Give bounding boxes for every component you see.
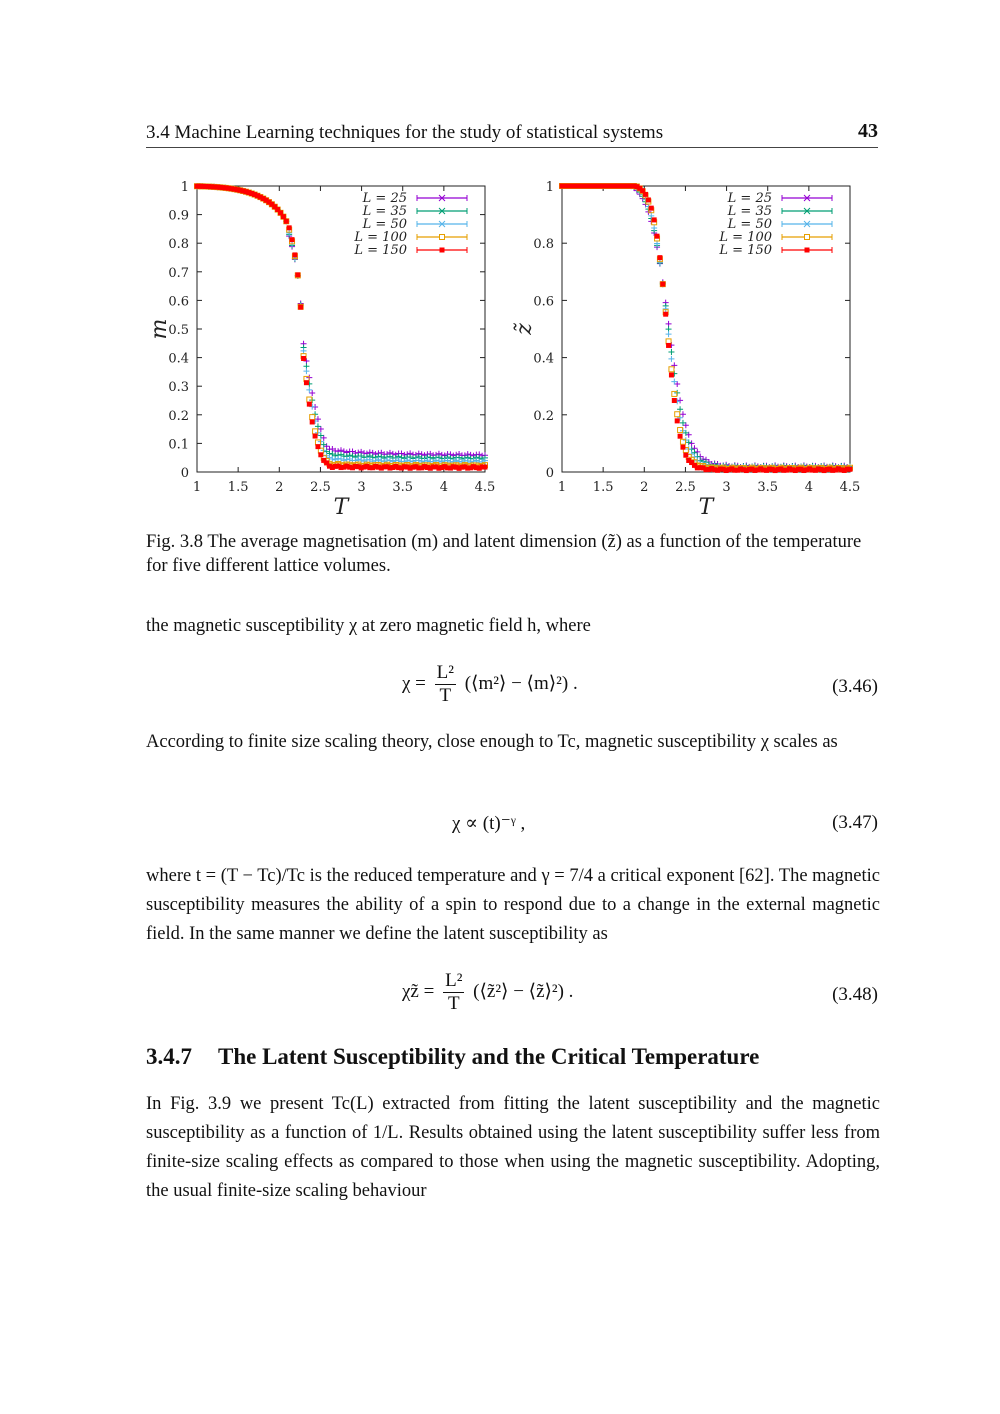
y-tick-label: 0.4 — [533, 351, 554, 367]
plot-frame — [562, 186, 850, 472]
data-point — [301, 356, 306, 361]
data-point — [318, 452, 323, 457]
data-point — [669, 372, 674, 377]
eq1-rhs: (⟨m²⟩ − ⟨m⟩²) . — [464, 672, 578, 694]
legend-label: L = 35 — [362, 204, 407, 219]
eq3-label: (3.48) — [832, 984, 878, 1005]
series-4 — [195, 184, 488, 471]
section-heading — [146, 1044, 759, 1070]
latent-dimension-plot — [505, 172, 865, 527]
data-point — [678, 434, 683, 439]
y-tick-label: 0.1 — [168, 437, 189, 453]
data-point — [680, 445, 685, 450]
legend-label: L = 50 — [727, 217, 772, 232]
series-3 — [195, 184, 488, 470]
legend-label: L = 25 — [362, 191, 407, 206]
x-tick-label: 2 — [275, 480, 284, 495]
x-tick-label: 3 — [357, 480, 366, 495]
y-tick-label: 0 — [545, 466, 554, 481]
x-tick-label: 1.5 — [592, 480, 614, 495]
paragraph-2: According to finite size scaling theory, close enough to Tc, magnetic susceptibility χ scales as — [146, 732, 838, 752]
y-tick-label: 0.6 — [533, 294, 554, 310]
data-point — [290, 237, 295, 242]
paragraph-4: In Fig. 3.9 we present Tc(L) extracted from fitting the latent susceptibility and the magnetic susceptibility as a function of 1/L. Results obtained using the latent susceptibility suffer less from finite-size scaling effects as compared to those when using the magnetic susceptibility. Adopting, the usual finite-size scaling behaviour — [146, 1094, 880, 1201]
data-point — [683, 453, 688, 458]
x-tick-label: 2 — [640, 480, 649, 495]
y-tick-label: 0.9 — [168, 208, 189, 224]
data-point — [689, 440, 695, 446]
eq3-fraction — [443, 970, 464, 1015]
legend-marker — [805, 235, 810, 240]
y-tick-label: 0.3 — [168, 380, 189, 396]
y-tick-label: 0.8 — [168, 237, 189, 253]
x-tick-label: 4.5 — [474, 480, 496, 495]
y-tick-label: 0.5 — [168, 323, 189, 338]
eq1-fraction — [435, 662, 456, 707]
x-tick-label: 4 — [804, 480, 813, 495]
x-axis-label: T — [333, 495, 349, 520]
data-point — [306, 387, 312, 393]
data-point — [649, 206, 654, 211]
equation-3-47 — [146, 810, 878, 860]
y-tick-label: 0 — [180, 466, 189, 481]
data-point — [646, 197, 651, 202]
series-1 — [194, 183, 488, 462]
legend-label: L = 35 — [727, 204, 772, 219]
eq3-lhs: χz̃ = — [402, 980, 435, 1002]
eq3-denominator: T — [447, 993, 460, 1014]
data-point — [643, 192, 648, 197]
data-point — [672, 391, 677, 396]
x-tick-label: 2.5 — [310, 480, 331, 495]
legend-label: L = 150 — [719, 243, 772, 258]
equation-3-48 — [146, 970, 878, 1020]
section-title: The Latent Susceptibility and the Critical Temperature — [218, 1044, 760, 1069]
data-point — [657, 255, 662, 260]
data-point — [315, 444, 320, 449]
x-tick-label: 1 — [557, 480, 567, 495]
data-point — [307, 397, 312, 402]
x-tick-label: 4.5 — [839, 480, 861, 495]
data-point — [313, 434, 318, 439]
eq1-numerator: L² — [436, 662, 454, 683]
x-tick-label: 3.5 — [757, 480, 779, 495]
equation-3-46 — [146, 662, 878, 712]
data-point — [295, 272, 300, 277]
running-title: 3.4 Machine Learning techniques for the study of statistical systems — [146, 122, 664, 143]
y-axis-label: z̃ — [512, 323, 537, 335]
data-point — [324, 443, 330, 449]
y-axis-label: m — [147, 318, 172, 340]
magnetisation-plot — [140, 172, 500, 527]
data-point — [304, 380, 309, 385]
data-point — [675, 412, 680, 417]
legend-marker — [805, 248, 810, 253]
data-point — [663, 312, 668, 317]
y-tick-label: 0.2 — [168, 408, 189, 424]
series-3 — [560, 184, 853, 472]
data-point — [298, 305, 303, 310]
y-tick-label: 0.8 — [533, 237, 554, 253]
y-tick-label: 0.7 — [168, 265, 189, 281]
eq2-expression: χ ∝ (t)⁻ᵞ , — [452, 813, 526, 834]
data-point — [666, 331, 672, 337]
eq1-lhs: χ = — [402, 672, 426, 694]
eq3-rhs: (⟨z̃²⟩ − ⟨z̃⟩²) . — [473, 980, 574, 1002]
data-point — [310, 415, 315, 420]
data-point — [309, 390, 315, 396]
page-number: 43 — [858, 120, 878, 142]
data-point — [287, 225, 292, 230]
legend-label: L = 100 — [354, 230, 407, 245]
eq3-numerator: L² — [445, 970, 463, 991]
data-point — [666, 343, 671, 348]
x-tick-label: 2.5 — [675, 480, 696, 495]
legend-label: L = 100 — [719, 230, 772, 245]
y-tick-label: 1 — [180, 180, 189, 195]
legend-label: L = 50 — [362, 217, 407, 232]
y-tick-label: 1 — [545, 180, 554, 195]
plot-frame — [197, 186, 485, 472]
x-tick-label: 3 — [722, 480, 731, 495]
eq1-label: (3.46) — [832, 676, 878, 697]
x-tick-label: 1 — [192, 480, 202, 495]
data-point — [483, 465, 488, 470]
figure-caption: Fig. 3.8 The average magnetisation (m) and latent dimension (z̃) as a function of the temperature for five different lattice volumes. — [146, 532, 862, 576]
paragraph-1: the magnetic susceptibility χ at zero magnetic field h, where — [146, 616, 591, 636]
data-point — [301, 348, 307, 354]
y-tick-label: 0.2 — [533, 408, 554, 424]
data-point — [303, 368, 309, 374]
magnetisation-chart — [140, 172, 500, 522]
data-point — [307, 402, 312, 407]
x-tick-label: 3.5 — [392, 480, 414, 495]
data-point — [666, 321, 672, 327]
data-point — [668, 349, 674, 355]
data-point — [848, 467, 853, 472]
data-point — [669, 367, 674, 372]
data-point — [318, 426, 324, 432]
data-point — [678, 428, 683, 433]
section-number: 3.4.7 — [146, 1044, 192, 1069]
eq2-label: (3.47) — [832, 812, 878, 833]
paragraph-3: where t = (T − Tc)/Tc is the reduced temperature and γ = 7/4 a critical exponent [62]. The magnetic susceptibility measures the ability of a spin to respond due to a change in the external magnetic field. In the same manner we define the latent susceptibility as — [146, 866, 880, 944]
data-point — [655, 234, 660, 239]
x-tick-label: 4 — [439, 480, 448, 495]
legend-label: L = 25 — [727, 191, 772, 206]
data-point — [675, 418, 680, 423]
legend-marker — [440, 248, 445, 253]
series-4 — [560, 184, 853, 474]
y-tick-label: 0.6 — [168, 294, 189, 310]
x-axis-label: T — [698, 495, 714, 520]
data-point — [321, 442, 327, 448]
data-point — [668, 356, 674, 362]
data-point — [677, 397, 683, 403]
data-point — [281, 214, 286, 219]
x-tick-label: 1.5 — [227, 480, 249, 495]
data-point — [652, 217, 657, 222]
y-tick-label: 0.4 — [168, 351, 189, 367]
legend-label: L = 150 — [354, 243, 407, 258]
header-rule — [146, 147, 878, 148]
data-point — [660, 282, 665, 287]
legend-marker — [440, 235, 445, 240]
data-point — [672, 398, 677, 403]
latent-dimension-chart — [505, 172, 865, 522]
eq1-denominator: T — [439, 685, 452, 706]
data-point — [292, 252, 297, 257]
data-point — [680, 411, 686, 417]
data-point — [347, 456, 353, 462]
data-point — [310, 419, 315, 424]
data-point — [284, 219, 289, 224]
